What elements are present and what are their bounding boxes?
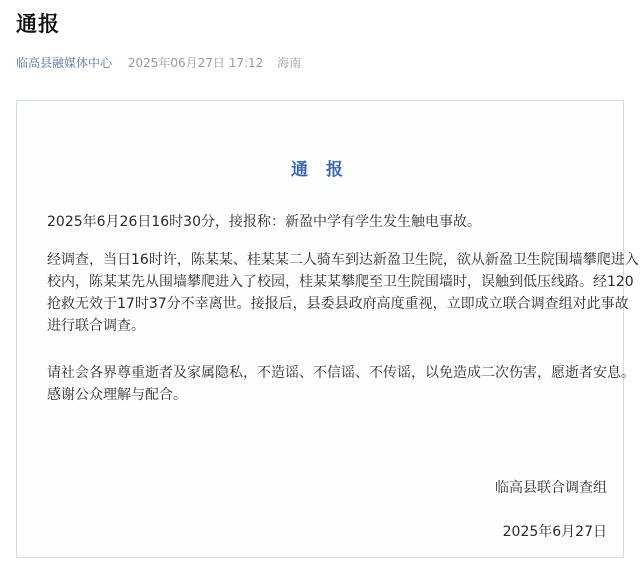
- notice-paragraph-2: 经调查，当日16时许，陈某某、桂某某二人骑车到达新盈卫生院，欲从新盈卫生院围墙攀爬进入校内，陈某某先从围墙攀爬进入了校园，桂某某攀爬至卫生院围墙时，误触到低压线路。经120抢救无效于17时37分不幸离世。接报后，县委县政府高度重视，立即成立联合调查组对此事故进行联合调查。: [47, 252, 639, 334]
- signature-org: 临高县联合调查组: [495, 480, 607, 496]
- notice-image: [16, 100, 639, 558]
- notice-title: 通 报: [291, 160, 349, 180]
- publish-time: 2025年06月27日 17:12: [127, 56, 264, 70]
- region-label: 海南: [277, 56, 302, 70]
- article-meta: [16, 54, 301, 71]
- notice-paragraph-1: 2025年6月26日16时30分，接报称：新盈中学有学生发生触电事故。: [47, 214, 481, 230]
- signature-date: 2025年6月27日: [502, 524, 607, 540]
- source-link[interactable]: 临高县融媒体中心: [16, 56, 113, 70]
- article-title: 通报: [16, 12, 60, 36]
- notice-paragraph-3: 请社会各界尊重逝者及家属隐私，不造谣、不信谣、不传谣，以免造成二次伤害，愿逝者安息。感谢公众理解与配合。: [47, 365, 635, 403]
